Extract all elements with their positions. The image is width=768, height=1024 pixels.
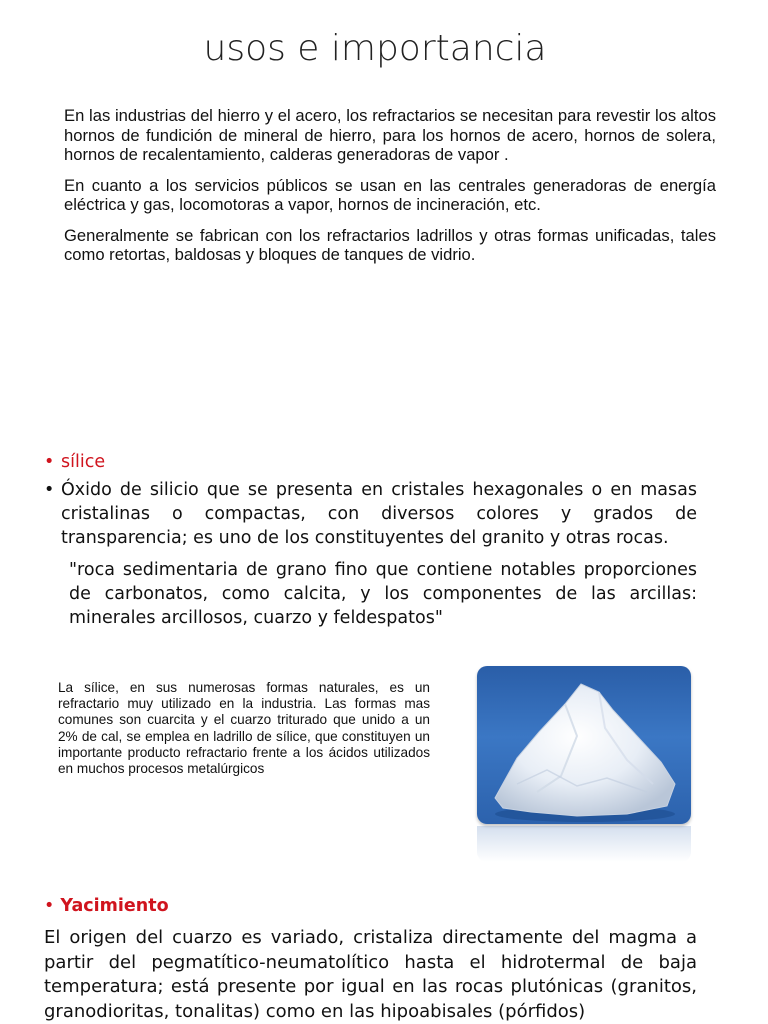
intro-paragraph-1: En las industrias del hierro y el acero, los refractarios se necesitan para revestir los altos hornos de fundición de mineral de hierro, para los hornos de acero, hornos de solera, hornos de recalentamiento, calderas generadoras de vapor . [64,106,716,164]
intro-text [64,106,716,276]
bullet-marker: • [44,480,55,500]
photo-reflection [477,826,691,862]
definition-quote: "roca sedimentaria de grano fino que contiene notables proporciones de carbonatos, como calcita, y los componentes de las arcillas: minerales arcillosos, cuarzo y feldespatos" [69,560,697,628]
bullet-definition-text: Óxido de silicio que se presenta en cristales hexagonales o en masas cristalinas o compactas, con diversos colores y grados de transparencia; es uno de los constituyentes del granito y otras rocas. [61,480,697,548]
bullet-definition [44,478,697,550]
quartz-photo [477,666,691,824]
silice-bullets [44,450,697,630]
intro-paragraph-3: Generalmente se fabrican con los refractarios ladrillos y otras formas unificadas, tales como retortas, baldosas y bloques de tanques de vidrio. [64,225,716,264]
bullet-marker: • [44,452,55,472]
bullet-silice-label: sílice [61,452,106,472]
yacimiento-section [44,894,697,1024]
yacimiento-body: El origen del cuarzo es variado, cristaliza directamente del magma a partir del pegmatítico-neumatolítico hasta el hidrotermal de baja temperatura; está presente por igual en las rocas plutónicas (granitos, granodioritas, tonalitas) como en las hipoabisales (pórfidos) [44,927,697,1022]
page-title: usos e importancia [203,28,547,69]
quartz-rock-image [477,666,691,824]
silice-note: La sílice, en sus numerosas formas naturales, es un refractario muy utilizado en la industria. Las formas mas comunes son cuarcita y el cuarzo triturado que unido a un 2% de cal, se emplea en ladrillo de sílice, que constituyen un importante producto refractario frente a los ácidos utilizados en muchos procesos metalúrgicos [58,680,430,777]
bullet-silice [44,450,697,474]
yacimiento-heading-label: Yacimiento [60,896,169,916]
intro-paragraph-2: En cuanto a los servicios públicos se usan en las centrales generadoras de energía eléctrica y gas, locomotoras a vapor, hornos de incineración, etc. [64,175,716,214]
yacimiento-heading [44,894,697,918]
bullet-marker: • [44,896,55,916]
